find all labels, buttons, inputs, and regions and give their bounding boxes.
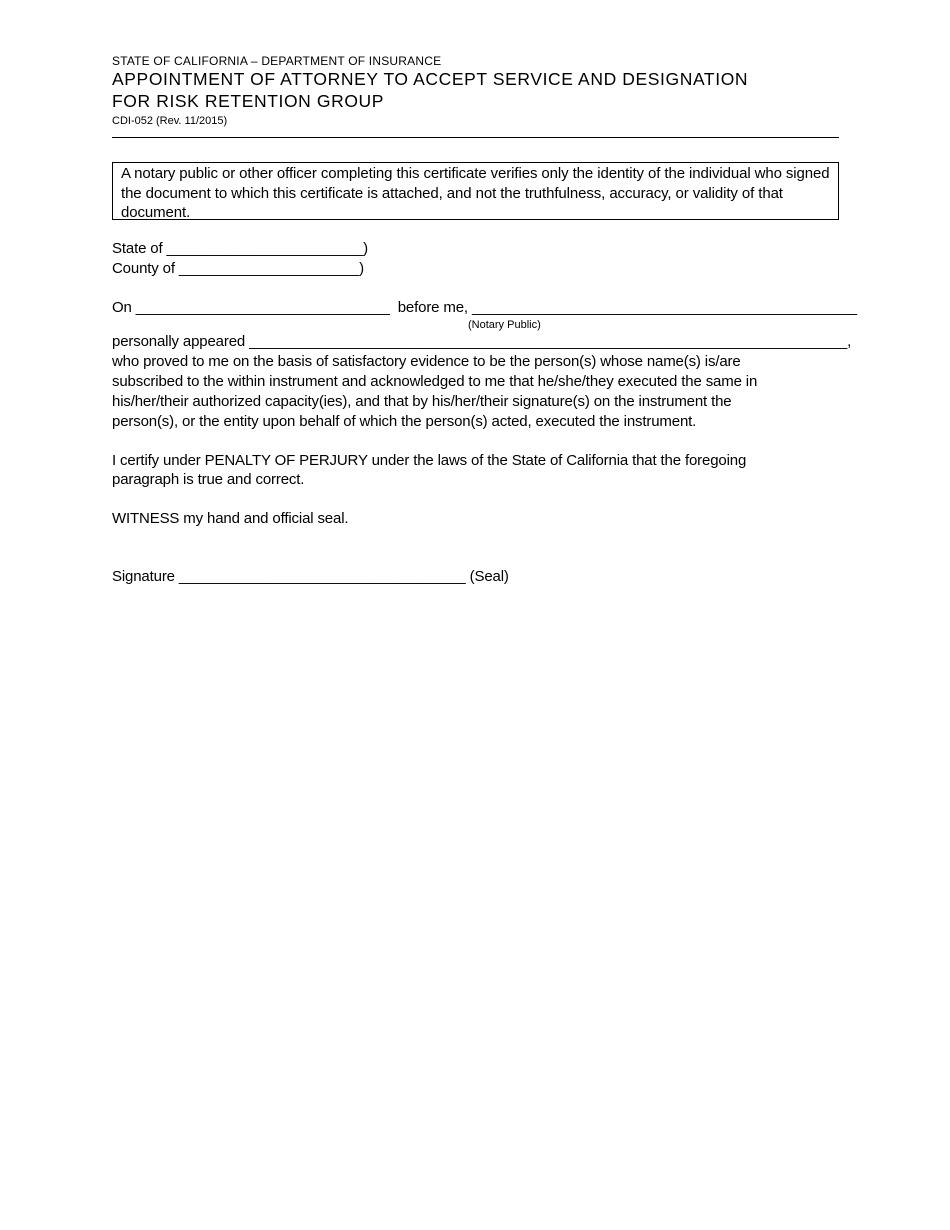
acknowledgment-text-line-1: who proved to me on the basis of satisfactory evidence to be the person(s) whose name(s) is/are <box>112 353 741 370</box>
acknowledgment-text-line-3: his/her/their authorized capacity(ies), and that by his/her/their signature(s) on the instrument the <box>112 393 732 410</box>
agency-header: STATE OF CALIFORNIA – DEPARTMENT OF INSURANCE <box>112 54 442 68</box>
certification-line-1: I certify under PENALTY OF PERJURY under the laws of the State of California that the foregoing <box>112 452 747 469</box>
acknowledgment-text-line-4: person(s), or the entity upon behalf of which the person(s) acted, executed the instrument. <box>112 413 697 430</box>
header-divider <box>112 137 839 138</box>
notary-notice-text: A notary public or other officer completing this certificate verifies only the identity of the individual who signed the document to which this certificate is attached, and not the truthfulness, accuracy, or validity of that document. <box>121 165 830 221</box>
signature-field[interactable]: Signature ___________________________________ (Seal) <box>112 568 509 585</box>
certification-line-2: paragraph is true and correct. <box>112 471 305 488</box>
venue-block <box>112 239 839 279</box>
date-and-notary-name-field[interactable]: On _______________________________ before me, _______________________________________________ <box>112 299 857 316</box>
form-title-line-2: FOR RISK RETENTION GROUP <box>112 91 385 111</box>
personally-appeared-field[interactable]: personally appeared _________________________________________________________________________, <box>112 333 852 350</box>
notary-public-caption: (Notary Public) <box>468 319 541 331</box>
form-number: CDI-052 (Rev. 11/2015) <box>112 115 228 127</box>
form-title-line-1: APPOINTMENT OF ATTORNEY TO ACCEPT SERVICE AND DESIGNATION <box>112 69 749 89</box>
perjury-certification <box>112 451 839 489</box>
notary-acknowledgment-page <box>112 54 857 587</box>
date-notary-line <box>112 298 857 318</box>
county-of-field[interactable]: County of ______________________) <box>112 260 364 277</box>
notary-notice-box <box>112 162 839 220</box>
witness-statement: WITNESS my hand and official seal. <box>112 510 349 527</box>
acknowledgment-text-line-2: subscribed to the within instrument and acknowledged to me that he/she/they executed the same in <box>112 373 758 390</box>
state-of-field[interactable]: State of ________________________) <box>112 240 368 257</box>
